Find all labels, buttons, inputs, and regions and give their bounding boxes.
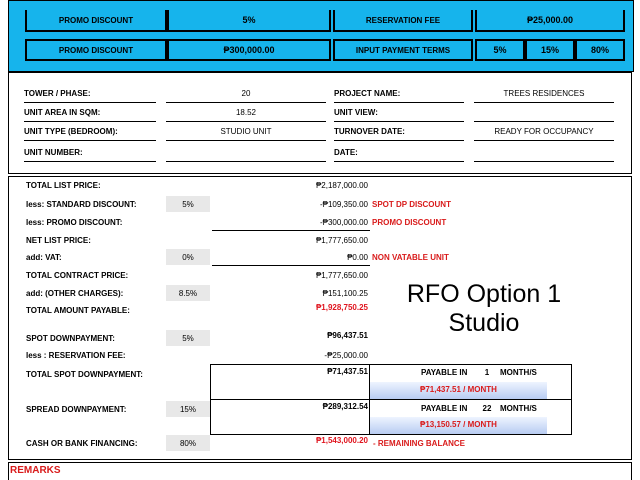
remarks-label: REMARKS bbox=[10, 465, 61, 476]
area-value[interactable]: 18.52 bbox=[235, 108, 257, 117]
divider bbox=[212, 265, 370, 266]
divider bbox=[474, 140, 614, 141]
total-payable-value: ₱1,928,750.25 bbox=[315, 303, 368, 312]
std-discount-value: -₱109,350.00 bbox=[319, 200, 368, 209]
spot-month-unit: MONTH/S bbox=[500, 368, 537, 377]
total-list-price-label: TOTAL LIST PRICE: bbox=[26, 181, 101, 190]
divider bbox=[212, 230, 370, 231]
date-label: DATE: bbox=[334, 148, 358, 157]
promo-discount-label-2: PROMO DISCOUNT bbox=[25, 39, 167, 61]
spot-dp-discount-note: SPOT DP DISCOUNT bbox=[372, 200, 451, 209]
divider bbox=[474, 102, 614, 103]
promo-discount-label: PROMO DISCOUNT bbox=[25, 10, 167, 32]
std-discount-label: less: STANDARD DISCOUNT: bbox=[26, 200, 137, 209]
area-label: UNIT AREA IN SQM: bbox=[24, 108, 101, 117]
term-dp-spread-field[interactable]: 15% bbox=[525, 39, 575, 61]
view-label: UNIT VIEW: bbox=[334, 108, 378, 117]
term-dp-spot-field[interactable]: 5% bbox=[475, 39, 525, 61]
total-payable-label: TOTAL AMOUNT PAYABLE: bbox=[26, 306, 130, 315]
divider bbox=[474, 121, 614, 122]
less-reservation-label: less : RESERVATION FEE: bbox=[26, 351, 126, 360]
divider bbox=[334, 102, 464, 103]
other-charges-pct-field[interactable]: 8.5% bbox=[166, 285, 210, 301]
spot-payable-in-label: PAYABLE IN bbox=[421, 368, 468, 377]
spread-months-field[interactable]: 22 bbox=[482, 404, 492, 413]
vat-pct-field[interactable]: 0% bbox=[166, 249, 210, 265]
unit-type-value[interactable]: STUDIO UNIT bbox=[220, 127, 272, 136]
other-charges-value: ₱151,100.25 bbox=[322, 289, 368, 298]
divider bbox=[166, 161, 326, 162]
tcp-value: ₱1,777,650.00 bbox=[315, 271, 368, 280]
overlay-title bbox=[384, 280, 584, 338]
unit-number-label: UNIT NUMBER: bbox=[24, 148, 83, 157]
divider bbox=[24, 102, 156, 103]
spread-dp-label: SPREAD DOWNPAYMENT: bbox=[26, 405, 127, 414]
overlay-title-line-1: RFO Option 1 bbox=[406, 280, 562, 308]
spot-dp-value: ₱96,437.51 bbox=[327, 331, 368, 340]
unit-type-label: UNIT TYPE (BEDROOM): bbox=[24, 127, 118, 136]
non-vatable-note: NON VATABLE UNIT bbox=[372, 253, 449, 262]
net-list-price-label: NET LIST PRICE: bbox=[26, 236, 91, 245]
divider bbox=[166, 102, 326, 103]
vat-value: ₱0.00 bbox=[347, 253, 368, 262]
std-discount-pct-field[interactable]: 5% bbox=[166, 196, 210, 212]
spread-dp-value: ₱289,312.54 bbox=[322, 402, 368, 411]
project-label: PROJECT NAME: bbox=[334, 89, 401, 98]
divider bbox=[166, 121, 326, 122]
promo-discount-pct-field[interactable]: 5% bbox=[167, 10, 331, 32]
unit-info-section bbox=[8, 72, 632, 174]
vat-label: add: VAT: bbox=[26, 253, 62, 262]
cash-financing-label: CASH OR BANK FINANCING: bbox=[26, 439, 138, 448]
divider bbox=[24, 161, 156, 162]
divider bbox=[474, 161, 614, 162]
divider bbox=[334, 121, 464, 122]
spread-dp-pct-field[interactable]: 15% bbox=[166, 401, 210, 417]
tcp-label: TOTAL CONTRACT PRICE: bbox=[26, 271, 129, 280]
spot-months-field[interactable]: 1 bbox=[484, 368, 490, 377]
divider bbox=[334, 161, 464, 162]
tower-label: TOWER / PHASE: bbox=[24, 89, 91, 98]
promo-discount-amount-field[interactable]: ₱300,000.00 bbox=[167, 39, 331, 61]
reservation-fee-field[interactable]: ₱25,000.00 bbox=[475, 10, 625, 32]
divider bbox=[334, 140, 464, 141]
spread-monthly-amount: ₱13,150.57 / MONTH bbox=[420, 420, 497, 429]
cash-financing-pct-field[interactable]: 80% bbox=[166, 435, 210, 451]
spot-dp-pct-field[interactable]: 5% bbox=[166, 330, 210, 346]
spread-month-unit: MONTH/S bbox=[500, 404, 537, 413]
promo-discount-row-value: -₱300,000.00 bbox=[319, 218, 368, 227]
spread-payable-in-label: PAYABLE IN bbox=[421, 404, 468, 413]
promo-discount-row-label: less: PROMO DISCOUNT: bbox=[26, 218, 123, 227]
other-charges-label: add: (OTHER CHARGES): bbox=[26, 289, 124, 298]
divider bbox=[24, 140, 156, 141]
turnover-value[interactable]: READY FOR OCCUPANCY bbox=[494, 127, 594, 136]
cash-financing-value: ₱1,543,000.20 bbox=[315, 436, 368, 445]
term-balance-field[interactable]: 80% bbox=[575, 39, 625, 61]
total-spot-dp-value: ₱71,437.51 bbox=[327, 367, 368, 376]
total-spot-dp-label: TOTAL SPOT DOWNPAYMENT: bbox=[26, 370, 143, 379]
divider bbox=[24, 121, 156, 122]
overlay-title-line-2: Studio bbox=[448, 309, 520, 337]
remarks-section bbox=[8, 462, 632, 480]
divider bbox=[166, 140, 326, 141]
header-band bbox=[8, 0, 634, 72]
less-reservation-value: -₱25,000.00 bbox=[324, 351, 368, 360]
turnover-label: TURNOVER DATE: bbox=[334, 127, 405, 136]
spot-dp-label: SPOT DOWNPAYMENT: bbox=[26, 334, 115, 343]
remaining-balance-note: - REMAINING BALANCE bbox=[373, 439, 465, 448]
input-payment-terms-label: INPUT PAYMENT TERMS bbox=[333, 39, 473, 61]
tower-value[interactable]: 20 bbox=[241, 89, 251, 98]
net-list-price-value: ₱1,777,650.00 bbox=[315, 236, 368, 245]
spot-monthly-amount: ₱71,437.51 / MONTH bbox=[420, 385, 497, 394]
promo-discount-note: PROMO DISCOUNT bbox=[372, 218, 447, 227]
project-value[interactable]: TREES RESIDENCES bbox=[503, 89, 585, 98]
total-list-price-value: ₱2,187,000.00 bbox=[315, 181, 368, 190]
reservation-fee-label: RESERVATION FEE bbox=[333, 10, 473, 32]
